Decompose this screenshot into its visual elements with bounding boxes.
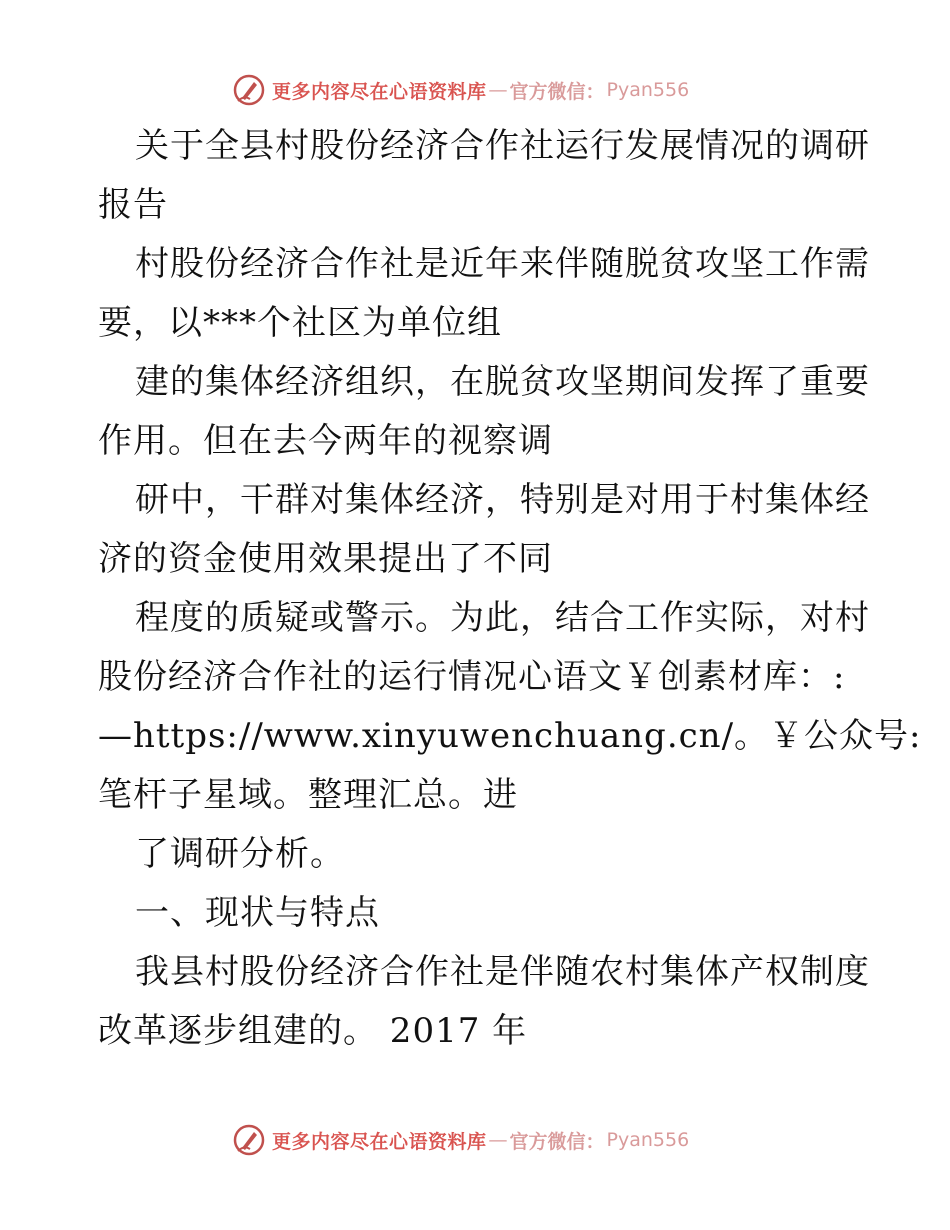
watermark-brand: 更多内容尽在心语资料库 — [272, 1130, 487, 1153]
paragraph-line: 股份经济合作社的运行情况心语文￥创素材库：: — [98, 657, 846, 697]
header-watermark — [232, 70, 689, 110]
paragraph-line: 村股份经济合作社是近年来伴随脱贫攻坚工作需 — [135, 244, 870, 284]
section-heading: 一、现状与特点 — [135, 893, 380, 933]
paragraph-line: 程度的质疑或警示。为此，结合工作实际，对村 — [135, 598, 870, 638]
paragraph-line: 建的集体经济组织，在脱贫攻坚期间发挥了重要 — [135, 362, 870, 402]
title-line-2: 报告 — [98, 185, 168, 225]
paragraph-line: 研中，干群对集体经济，特别是对用于村集体经 — [135, 480, 870, 520]
paragraph-line: 改革逐步组建的。 2017 年 — [98, 1011, 528, 1051]
paragraph-line: 了调研分析。 — [135, 834, 345, 874]
paragraph-line: 作用。但在去今两年的视察调 — [98, 421, 553, 461]
paragraph-line: 我县村股份经济合作社是伴随农村集体产权制度 — [135, 952, 870, 992]
paragraph-line: 要，以***个社区为单位组 — [98, 303, 502, 343]
watermark-dash: — — [488, 79, 508, 101]
footer-watermark — [232, 1120, 689, 1160]
watermark-wechat-label: 官方微信： — [509, 80, 605, 103]
paragraph-line: —https://www.xinyuwenchuang.cn/。￥公众号: — [98, 716, 922, 756]
watermark-wechat-label: 官方微信： — [509, 1130, 605, 1153]
paragraph-line: 笔杆子星域。整理汇总。进 — [98, 775, 518, 815]
title-line-1: 关于全县村股份经济合作社运行发展情况的调研 — [135, 126, 870, 166]
paragraph-line: 济的资金使用效果提出了不同 — [98, 539, 553, 579]
watermark-dash: — — [488, 1129, 508, 1151]
quill-logo-icon — [232, 73, 266, 107]
watermark-brand: 更多内容尽在心语资料库 — [272, 80, 487, 103]
document-body — [98, 117, 922, 1061]
watermark-wechat-id: Pyan556 — [606, 79, 690, 101]
quill-logo-icon — [232, 1123, 266, 1157]
watermark-wechat-id: Pyan556 — [606, 1129, 690, 1151]
